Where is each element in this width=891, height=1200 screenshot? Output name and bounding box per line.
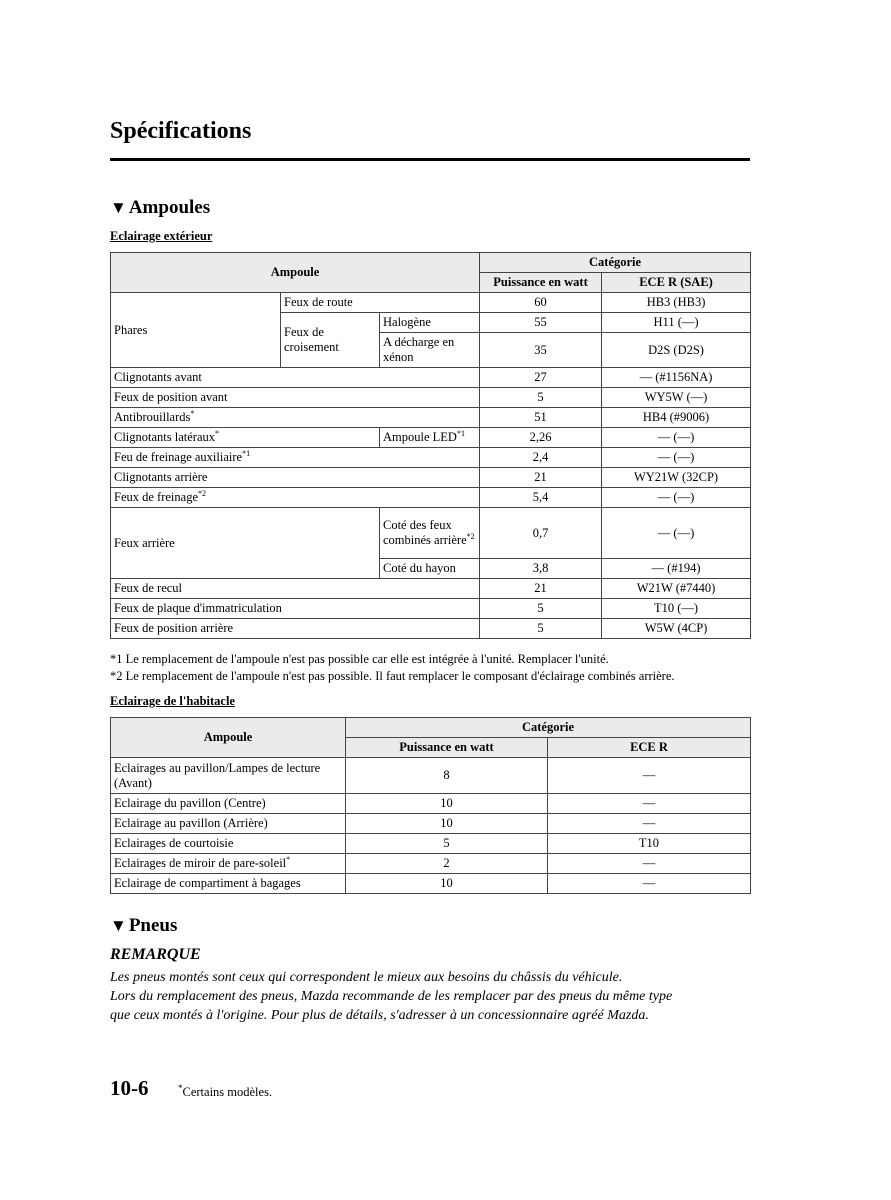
page-title: Spécifications [110,118,252,144]
row-label: Feux de croisement [281,313,380,368]
footnote-marker: *2 [198,488,206,498]
footnote-marker: *1 [456,428,465,438]
title-divider [110,158,750,161]
exterior-lighting-table [110,252,751,639]
row-label-text: Ampoule LED [383,430,457,444]
row-label: Eclairage du pavillon (Centre) [111,794,346,814]
ece-value: WY21W (32CP) [602,468,751,488]
ece-value: — (—) [602,448,751,468]
row-label [380,508,480,559]
ece-value: — (—) [602,488,751,508]
remarque-line-2: Lors du remplacement des pneus, Mazda recommande de les remplacer par des pneus du même type [110,989,673,1004]
row-label-text: Antibrouillards [114,410,191,424]
remarque-line-1: Les pneus montés sont ceux qui correspondent le mieux aux besoins du châssis du véhicule. [110,970,623,985]
table-row [111,579,751,599]
table-row [111,368,751,388]
interior-lighting-table [110,717,751,894]
section-heading-tires [110,915,177,937]
triangle-down-icon: ▼ [110,198,127,217]
ece-value: — (#1156NA) [602,368,751,388]
footnote-marker: *2 [466,531,475,541]
ece-value: H11 (—) [602,313,751,333]
table-row [111,854,751,874]
watt-value: 0,7 [480,508,602,559]
watt-value: 51 [480,408,602,428]
table-row [111,619,751,639]
row-label: Eclairages au pavillon/Lampes de lecture (Avant) [111,758,346,794]
watt-value: 2 [346,854,548,874]
remarque-title: REMARQUE [110,946,201,963]
watt-value: 10 [346,874,548,894]
row-label: Halogène [380,313,480,333]
watt-value: 5 [480,619,602,639]
footer-note-text: Certains modèles. [182,1085,273,1100]
footnote-marker: * [286,854,291,864]
footnote-marker: * [190,408,195,418]
watt-value: 27 [480,368,602,388]
footnote-marker: * [215,428,220,438]
row-label-text: Clignotants latéraux [114,430,216,444]
row-label-text: Eclairages de miroir de pare-soleil [114,856,287,870]
header-ece: ECE R [548,738,751,758]
table-row [111,814,751,834]
row-label [380,428,480,448]
table-row [111,293,751,313]
header-watt: Puissance en watt [480,273,602,293]
footnote-marker: *1 [242,448,251,458]
watt-value: 35 [480,333,602,368]
row-label: Feux de plaque d'immatriculation [111,599,480,619]
row-label [111,488,480,508]
row-label [111,428,380,448]
ece-value: — (#194) [602,559,751,579]
header-category: Catégorie [480,253,751,273]
ece-value: HB4 (#9006) [602,408,751,428]
watt-value: 5 [480,599,602,619]
ece-value: WY5W (—) [602,388,751,408]
table-row [111,468,751,488]
row-label: Feux arrière [111,508,380,579]
header-watt: Puissance en watt [346,738,548,758]
header-category: Catégorie [346,718,751,738]
table-row [111,428,751,448]
subsection-title-exterior: Eclairage extérieur [110,229,213,243]
row-label [111,854,346,874]
section-heading-bulbs [110,197,210,219]
footnote-2: *2 Le remplacement de l'ampoule n'est pas possible. Il faut remplacer le composant d'éclairage combinés arrière. [110,669,675,683]
ece-value: T10 [548,834,751,854]
ece-value: HB3 (HB3) [602,293,751,313]
row-label: Feux de route [281,293,480,313]
ece-value: — [548,794,751,814]
row-label [111,408,480,428]
table-row [111,874,751,894]
watt-value: 3,8 [480,559,602,579]
footer-note [178,1083,272,1100]
table-row [111,599,751,619]
ece-value: T10 (—) [602,599,751,619]
watt-value: 5 [346,834,548,854]
row-label: Feux de recul [111,579,480,599]
table-row [111,834,751,854]
ece-value: — [548,814,751,834]
triangle-down-icon: ▼ [110,916,127,935]
ece-value: — [548,874,751,894]
ece-value: W5W (4CP) [602,619,751,639]
watt-value: 2,4 [480,448,602,468]
table-row [111,758,751,794]
table-row [111,388,751,408]
watt-value: 10 [346,794,548,814]
row-label-text: Feu de freinage auxiliaire [114,450,243,464]
row-label [111,448,480,468]
section-title-tires: Pneus [128,915,178,936]
watt-value: 10 [346,814,548,834]
footnote-marker: * [178,1083,183,1093]
row-label: Clignotants avant [111,368,480,388]
header-bulb: Ampoule [111,718,346,758]
footnote-1: *1 Le remplacement de l'ampoule n'est pas possible car elle est intégrée à l'unité. Remplacer l'unité. [110,652,609,666]
row-label: Eclairage de compartiment à bagages [111,874,346,894]
ece-value: W21W (#7440) [602,579,751,599]
watt-value: 8 [346,758,548,794]
ece-value: — [548,854,751,874]
row-label: Phares [111,293,281,368]
watt-value: 60 [480,293,602,313]
watt-value: 5,4 [480,488,602,508]
row-label: Feux de position arrière [111,619,480,639]
table-row [111,448,751,468]
watt-value: 5 [480,388,602,408]
row-label-text: Coté des feux combinés arrière [383,518,467,547]
watt-value: 2,26 [480,428,602,448]
page-number: 10-6 [110,1076,149,1100]
row-label: Clignotants arrière [111,468,480,488]
header-bulb: Ampoule [111,253,480,293]
subsection-title-interior: Eclairage de l'habitacle [110,694,235,708]
watt-value: 55 [480,313,602,333]
row-label: Eclairage au pavillon (Arrière) [111,814,346,834]
row-label: Coté du hayon [380,559,480,579]
row-label-text: Feux de freinage [114,490,198,504]
row-label: A décharge en xénon [380,333,480,368]
row-label: Eclairages de courtoisie [111,834,346,854]
ece-value: — (—) [602,508,751,559]
header-ece: ECE R (SAE) [602,273,751,293]
table-row [111,794,751,814]
watt-value: 21 [480,579,602,599]
table-row [111,508,751,559]
section-title-bulbs: Ampoules [128,197,211,218]
row-label: Feux de position avant [111,388,480,408]
watt-value: 21 [480,468,602,488]
ece-value: — (—) [602,428,751,448]
table-row [111,488,751,508]
remarque-line-3: que ceux montés à l'origine. Pour plus de détails, s'adresser à un concessionnaire agréé Mazda. [110,1008,649,1023]
table-row [111,408,751,428]
ece-value: D2S (D2S) [602,333,751,368]
ece-value: — [548,758,751,794]
